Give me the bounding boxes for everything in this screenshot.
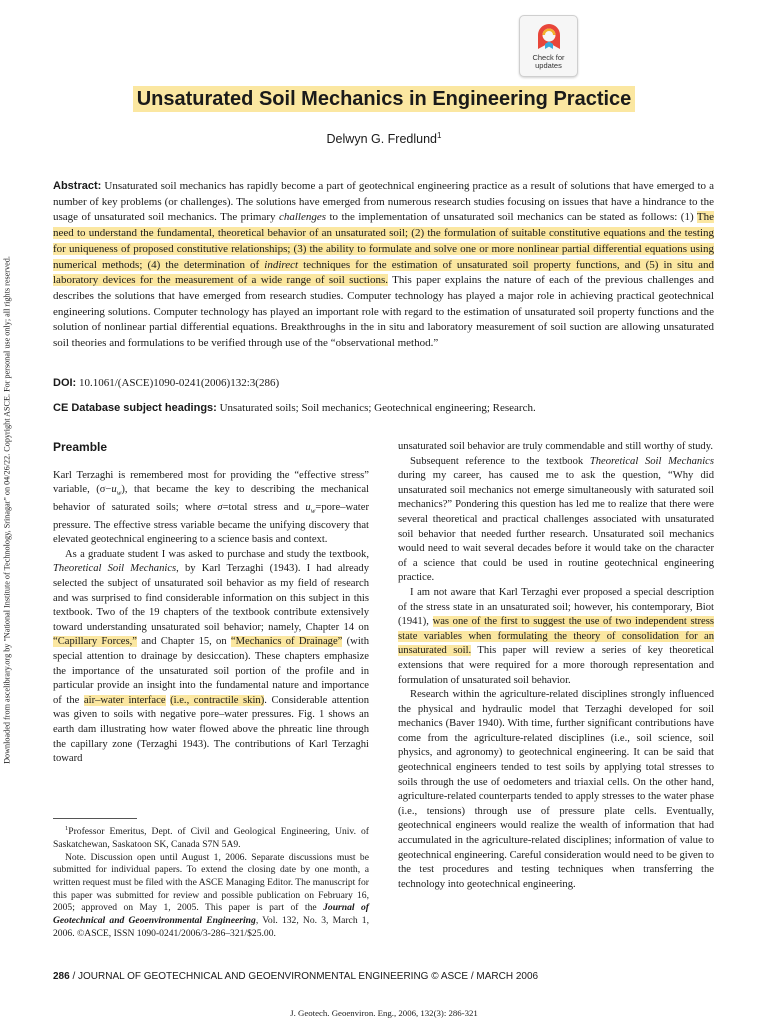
journal-footer: / JOURNAL OF GEOTECHNICAL AND GEOENVIRONMENTAL ENGINEERING © ASCE / MARCH 2006 (72, 971, 539, 982)
lp1a: Karl Terzaghi is remembered most for providing the “effective stress” variable, (σ− (53, 469, 369, 496)
doi-value[interactable]: 10.1061/(ASCE)1090-0241(2006)132:3(286) (78, 377, 280, 389)
fn2a: Note. Discussion open until August 1, 2006. Separate discussions must be submitted for individual papers. To extend the closing date by one month, a written request must be filed with the ASCE Managing Editor. The manuscript for this paper was submitted for review and possible publication on February 16, 2005; approved on May 1, 2005. This paper is part of the (53, 851, 369, 914)
subject-headings (53, 402, 536, 414)
lp2c: and Chapter 15, on (141, 636, 227, 648)
lp1usub: w (116, 489, 122, 498)
download-note: Downloaded from ascelibrary.org by "National Institute of Technology, Srinagar" on 04/26/22. Copyright ASCE. For personal use only; all rights reserved. (2, 256, 12, 764)
left-paragraph-2 (53, 548, 369, 767)
lp2h1: “Capillary Forces,” (53, 636, 137, 648)
right-column (398, 440, 714, 892)
fn-sup: 1 (65, 825, 69, 832)
abstract-label: Abstract: (53, 180, 102, 192)
lp2h2: “Mechanics of Drainage” (230, 636, 343, 648)
section-heading-preamble: Preamble (53, 440, 108, 454)
abstract (53, 179, 714, 352)
left-paragraph-1 (53, 469, 369, 548)
lp2h3: air–water interface (83, 694, 166, 706)
badge-line1: Check for (532, 53, 565, 62)
paper-title-text: Unsaturated Soil Mechanics in Engineering Practice (133, 86, 636, 112)
lp2book: Theoretical Soil Mechanics (53, 563, 177, 575)
lp1c: =total stress and (222, 501, 299, 513)
right-paragraph-3 (398, 586, 714, 688)
abstract-text-2: to the implementation of unsaturated soil mechanics can be stated as follows: (1) (329, 211, 694, 224)
page-footer (53, 971, 714, 982)
footnote-affiliation (53, 823, 369, 852)
abstract-challenges: challenges (278, 211, 327, 224)
abstract-indirect: indirect (264, 258, 299, 271)
badge-label (520, 54, 577, 70)
left-column (53, 440, 369, 767)
lp1b: ), that became the key to describing the mechanical behavior of saturated soils; where (53, 484, 369, 513)
author-sup: 1 (437, 131, 442, 140)
author-line (0, 131, 768, 146)
right-paragraph-4: Research within the agriculture-related disciplines strongly influenced the physical and hydraulic model that Terzaghi developed for soil mechanics (Baver 1940). With time, further significant contributions have come from the agriculture-related disciplines (i.e., soil science, soil physics, and agronomy) to geotechnical engineering. It can be said that geotechnical engineers tended to test soils by applying total stresses to soils through the use of oedometers and triaxial cells. On the other hand, agriculture-related counterparts tended to apply stresses to the water phase (i.e., tensions) through use of pressure plate cells. Eventually, geotechnical engineers would realize the wealth of information that had accumulated in the agriculture-related disciplines; information of value to geotechnical engineering. Careful consideration would need to be given to the test procedures and testing techniques when transferring the technology into geotechnical engineering. (398, 689, 714, 890)
crossmark-icon (536, 22, 562, 52)
abstract-h2: techniques for the estimation of unsaturated soil property functions, and (5) in situ and laboratory devices for the measurement of a wide range of soil suctions. (53, 258, 714, 287)
rp2book: Theoretical Soil Mechanics (589, 455, 714, 467)
paper-title (0, 88, 768, 111)
lp2d: (with special attention to drainage by desiccation). These chapters emphasize the importance of the unsaturated soil portion of the profile and in particular provide an insight into the fundamental nature and importance of the (53, 636, 370, 706)
subjects-label: CE Database subject headings: (53, 402, 217, 414)
doi-line (53, 377, 279, 389)
footnotes (53, 823, 369, 941)
citation-line: J. Geotech. Geoenviron. Eng., 2006, 132(3): 286-321 (290, 1008, 478, 1018)
fn2b: , Vol. 132, No. 3, March 1, 2006. ©ASCE, ISSN 1090-0241/2006/3-286–321/$25.00. (53, 915, 369, 939)
doi-label: DOI: (53, 377, 77, 389)
abstract-h1: The need to understand the fundamental, theoretical behavior of an unsaturated soil; (2) the formulation of suitable constitutive equations and the testing for uniqueness of proposed constitutive relationships; (3) the ability to formulate and solve one or more nonlinear partial differential equations using numerical methods; (4) the determination of (53, 211, 715, 271)
lp2h4: (i.e., contractile skin) (170, 694, 265, 706)
lp2e: . Considerable attention was given to soils with negative pore–water pressures. Fig. 1 shows an earth dam illustrating how water flowed above the phreatic line through the capillary zone (Terzaghi 1943). The contributions of Karl Terzaghi toward (53, 694, 369, 765)
footnote-note (53, 852, 369, 941)
badge-line2: updates (535, 61, 562, 70)
lp1u: u (111, 484, 117, 496)
lp2a: As a graduate student I was asked to purchase and study the textbook, (65, 548, 369, 560)
page-number: 286 (53, 971, 70, 982)
abstract-text-3: This paper explains the nature of each of the previous challenges and describes the solutions that have emerged from research studies. Computer technology has played a major role in achieving practical geotechnical engineering solutions. Computer technology has played an important role with regard to the estimation of unsaturated soil property functions and the solution of nonlinear partial differential equations. Breakthroughs in the in situ and laboratory measurement of soil suction are allowing unsaturated soil theories and formulations to be verified through use of the “observational method.” (53, 274, 714, 350)
lp1usub2: w (310, 507, 316, 515)
rp3a: I am not aware that Karl Terzaghi ever proposed a special description of the stress state in an unsaturated soil; however, his contemporary, Biot (1941), (398, 586, 714, 628)
download-watermark (0, 190, 14, 830)
check-for-updates-badge[interactable] (519, 15, 578, 77)
fn2journal: Journal of Geotechnical and Geoenvironmental Engineering (53, 902, 369, 927)
abstract-text-1: Unsaturated soil mechanics has rapidly become a part of geotechnical engineering practice as a result of solutions that have emerged to a number of key problems (or challenges). The solutions have emerged from numerous research studies focusing on issues that have a hindrance to the usage of unsaturated soil mechanics. The primary (53, 180, 714, 224)
rp2a: Subsequent reference to the textbook (410, 455, 584, 467)
lp1u2: u (305, 501, 311, 513)
rp3b: This paper will review a series of key theoretical extensions that were required for a more thorough representation and formulation of unsaturated soil behavior. (398, 645, 714, 686)
lp2b: , by Karl Terzaghi (1943). I had already selected the subject of unsaturated soil behavior as my field of research and was surprised to find considerable information on this subject in this textbook. Two of the 19 chapters of the textbook contribute extensively toward understanding unsaturated soil behavior; namely, Chapter 14 on (53, 563, 369, 633)
subjects-value: Unsaturated soils; Soil mechanics; Geotechnical engineering; Research. (219, 402, 536, 414)
right-paragraph-2 (398, 455, 714, 586)
footnote-rule (53, 818, 137, 819)
lp1sigma: σ (217, 501, 223, 513)
author-name: Delwyn G. Fredlund (326, 132, 437, 147)
rp3h: was one of the first to suggest the use of two independent stress state variables when formulating the theory of consolidation for an unsaturated soil. (398, 616, 715, 657)
lp1d: =pore–water pressure. The effective stress variable became the unifying discovery that elevated geotechnical engineering to a science basis and context. (53, 501, 369, 546)
fn1: Professor Emeritus, Dept. of Civil and Geological Engineering, Univ. of Saskatchewan, Saskatoon SK, Canada S7N 5A9. (53, 826, 369, 850)
rp2b: during my career, has caused me to ask the question, “Why did unsaturated soil mechanics not emerge simultaneously with saturated soil mechanics?” Pondering this question has led me to realize that there were several theoretical and practical challenges associated with unsaturated soil behavior that needed further research. Unsaturated soil mechanics would need to wait several decades before it would take on the character of a science that could be used in routine geotechnical engineering practice. (398, 470, 714, 584)
right-paragraph-1: unsaturated soil behavior are truly commendable and still worthy of study. (398, 441, 713, 452)
